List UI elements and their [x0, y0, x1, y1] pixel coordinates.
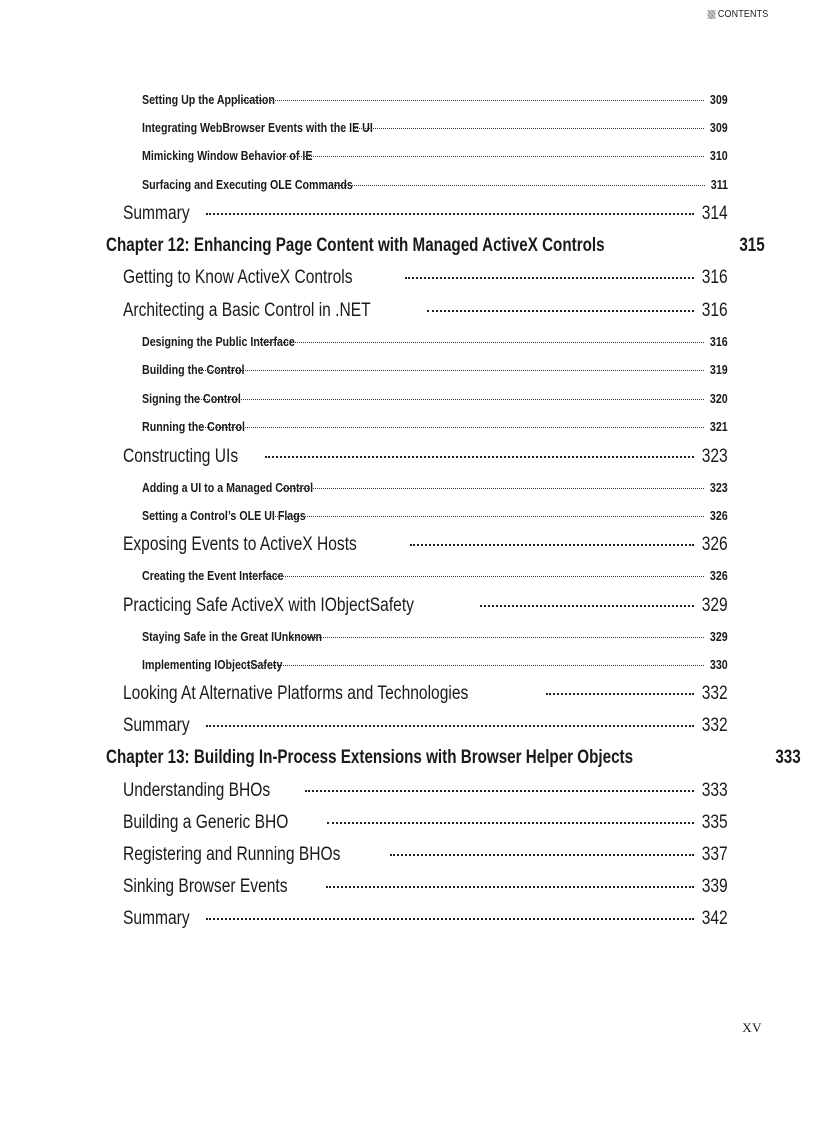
- toc-entry-title: Mimicking Window Behavior of IE: [142, 148, 313, 163]
- toc-entry[interactable]: [123, 534, 728, 556]
- toc-entry-page: 310: [710, 148, 728, 163]
- dot-leader: [282, 156, 705, 157]
- toc-entry-page: 339: [702, 876, 728, 897]
- toc-entry-title: Setting Up the Application: [142, 92, 275, 107]
- dot-leader: [260, 342, 704, 343]
- toc-entry[interactable]: [142, 629, 728, 644]
- toc-entry[interactable]: [123, 876, 728, 898]
- dot-leader: [293, 637, 704, 638]
- toc-entry-title: Adding a UI to a Managed Control: [142, 480, 314, 495]
- toc-entry-page: 335: [702, 812, 728, 833]
- toc-entry-page: 314: [702, 203, 728, 224]
- toc-entry[interactable]: [142, 120, 728, 135]
- running-head: [707, 8, 768, 20]
- toc-entry-title: Sinking Browser Events: [123, 876, 288, 897]
- toc-entry[interactable]: [142, 362, 728, 377]
- toc-entry[interactable]: [142, 391, 728, 406]
- dot-leader: [390, 854, 694, 856]
- toc-entry-page: 342: [702, 908, 728, 929]
- toc-entry-title: Building a Generic BHO: [123, 812, 289, 833]
- toc-entry-page: 332: [702, 715, 728, 736]
- toc-entry[interactable]: [123, 844, 728, 866]
- toc-entry[interactable]: [123, 267, 728, 289]
- toc-entry[interactable]: [142, 334, 728, 349]
- toc-entry-title: Running the Control: [142, 419, 246, 434]
- toc-entry[interactable]: [123, 446, 728, 468]
- dot-leader: [355, 128, 704, 129]
- toc-entry-title: Summary: [123, 203, 190, 224]
- dot-leader: [327, 822, 695, 824]
- dot-leader: [236, 100, 705, 101]
- toc-entry-title: Creating the Event Interface: [142, 568, 284, 583]
- toc-chapter-entry[interactable]: [103, 235, 765, 257]
- dot-leader: [194, 399, 704, 400]
- square-bullet-icon: [707, 10, 715, 19]
- toc-entry-title: Chapter 13: Building In-Process Extensions with Browser Helper Objects: [106, 747, 634, 768]
- dot-leader: [326, 886, 695, 888]
- toc-entry-title: Setting a Control’s OLE UI Flags: [142, 508, 306, 523]
- toc-entry-page: 323: [710, 480, 728, 495]
- dot-leader: [206, 918, 694, 920]
- dot-leader: [245, 665, 704, 666]
- toc-entry[interactable]: [123, 300, 728, 322]
- toc-entry-page: 315: [739, 235, 765, 256]
- toc-entry-page: 311: [710, 177, 728, 192]
- toc-entry[interactable]: [142, 480, 728, 495]
- dot-leader: [206, 725, 694, 727]
- toc-entry-title: Getting to Know ActiveX Controls: [123, 267, 353, 288]
- toc-entry-page: 326: [702, 534, 728, 555]
- dot-leader: [282, 488, 704, 489]
- toc-entry-page: 309: [710, 92, 728, 107]
- toc-entry[interactable]: [123, 812, 728, 834]
- toc-entry-title: Constructing UIs: [123, 446, 239, 467]
- toc-entry-page: 323: [702, 446, 728, 467]
- toc-entry-page: 316: [702, 267, 728, 288]
- toc-entry-title: Understanding BHOs: [123, 780, 271, 801]
- toc-entry-title: Building the Control: [142, 362, 245, 377]
- dot-leader: [410, 544, 694, 546]
- toc-entry[interactable]: [142, 177, 728, 192]
- dot-leader: [427, 310, 694, 312]
- toc-entry-title: Surfacing and Executing OLE Commands: [142, 177, 353, 192]
- toc-entry-title: Staying Safe in the Great IUnknown: [142, 629, 323, 644]
- toc-entry[interactable]: [142, 508, 728, 523]
- dot-leader: [246, 576, 704, 577]
- toc-entry-title: Registering and Running BHOs: [123, 844, 341, 865]
- toc-entry[interactable]: [123, 203, 728, 225]
- toc-entry-page: 320: [710, 391, 728, 406]
- toc-entry[interactable]: [123, 715, 728, 737]
- dot-leader: [405, 277, 694, 279]
- toc-entry-page: 330: [710, 657, 728, 672]
- toc-entry-page: 309: [710, 120, 728, 135]
- toc-entry-page: 333: [775, 747, 801, 768]
- toc-entry-page: 316: [710, 334, 728, 349]
- dot-leader: [305, 790, 695, 792]
- dot-leader: [480, 605, 694, 607]
- dot-leader: [546, 693, 694, 695]
- toc-entry[interactable]: [123, 780, 728, 802]
- dot-leader: [199, 370, 705, 371]
- toc-entry-page: 326: [710, 568, 728, 583]
- toc-entry-title: Architecting a Basic Control in .NET: [123, 300, 371, 321]
- toc-entry[interactable]: [123, 908, 728, 930]
- toc-entry-title: Looking At Alternative Platforms and Technologies: [123, 683, 469, 704]
- toc-entry-title: Chapter 12: Enhancing Page Content with Managed ActiveX Controls: [106, 235, 605, 256]
- toc-entry[interactable]: [123, 595, 728, 617]
- toc-entry-page: 316: [702, 300, 728, 321]
- toc-entry-page: 329: [710, 629, 728, 644]
- toc-entry[interactable]: [142, 148, 728, 163]
- toc-entry-title: Summary: [123, 715, 190, 736]
- toc-entry[interactable]: [123, 683, 728, 705]
- toc-entry-page: 329: [702, 595, 728, 616]
- toc-entry[interactable]: [142, 657, 728, 672]
- toc-entry-page: 326: [710, 508, 728, 523]
- dot-leader: [273, 516, 704, 517]
- dot-leader: [199, 427, 704, 428]
- toc-entry-page: 337: [702, 844, 728, 865]
- toc-entry[interactable]: [142, 92, 728, 107]
- toc-entry-page: 332: [702, 683, 728, 704]
- toc-entry-title: Practicing Safe ActiveX with IObjectSafety: [123, 595, 414, 616]
- toc-entry-page: 333: [702, 780, 728, 801]
- toc-entry-title: Summary: [123, 908, 190, 929]
- toc-entry-page: 321: [710, 419, 728, 434]
- dot-leader: [331, 185, 705, 186]
- dot-leader: [265, 456, 694, 458]
- toc-entry[interactable]: [142, 568, 728, 583]
- toc-entry-title: Exposing Events to ActiveX Hosts: [123, 534, 357, 555]
- toc-chapter-entry[interactable]: [103, 747, 801, 769]
- toc-entry-title: Integrating WebBrowser Events with the IE UI: [142, 120, 373, 135]
- toc-entry-title: Implementing IObjectSafety: [142, 657, 283, 672]
- toc-entry-title: Signing the Control: [142, 391, 241, 406]
- toc-entry[interactable]: [142, 419, 728, 434]
- dot-leader: [206, 213, 694, 215]
- toc-entry-title: Designing the Public Interface: [142, 334, 295, 349]
- page-number: XV: [742, 1020, 762, 1035]
- toc-entry-page: 319: [710, 362, 728, 377]
- running-head-label: CONTENTS: [717, 8, 768, 20]
